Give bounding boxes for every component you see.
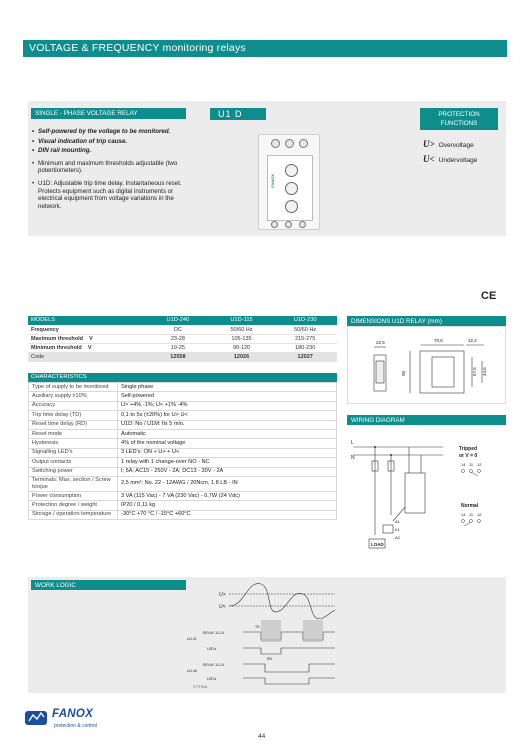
trip-zone	[261, 620, 281, 642]
table-row	[29, 392, 337, 401]
characteristic-name: Switching power	[29, 467, 118, 476]
characteristic-name: Accuracy	[29, 401, 118, 410]
row-label	[28, 325, 146, 334]
u1d-label: U1-D	[187, 636, 197, 641]
protection-title-line: FUNCTIONS	[440, 120, 478, 127]
characteristic-name: Output contacts	[29, 458, 118, 467]
characteristics-header: CHARACTERISTICS	[28, 373, 337, 382]
table-cell: 50/60 Hz	[273, 325, 337, 334]
column-header: U1D-115	[210, 316, 274, 325]
characteristic-name: Type of supply to be monitored	[29, 383, 118, 392]
tripped-contact-icon	[462, 470, 481, 477]
terminal-screw	[271, 221, 278, 228]
row-label	[28, 343, 146, 352]
brand-tagline: protection & control	[54, 723, 98, 729]
characteristic-value: Single phase	[118, 383, 337, 392]
table-row	[29, 383, 337, 392]
relay-label: RELAY 11-14	[203, 663, 224, 667]
led-u1d-trace	[243, 648, 335, 654]
page-title: VOLTAGE & FREQUENCY monitoring relays	[29, 42, 246, 54]
fanox-logo-icon	[23, 707, 49, 729]
rd-label: RD	[267, 657, 273, 661]
dim-label: 57,5	[472, 367, 477, 376]
dim-label: 32,4	[468, 338, 477, 343]
table-row	[29, 420, 337, 429]
characteristic-name: Auxiliary supply ±10%	[29, 392, 118, 401]
characteristic-value: 1 relay with 1 change-over NO - NC	[118, 458, 337, 467]
relay-front-panel	[267, 155, 313, 221]
relay-product-image	[258, 134, 320, 230]
characteristic-value: 4% of the nominal voltage	[118, 439, 337, 448]
feature-item: • Self-powered by the voltage to be monitored.	[32, 128, 198, 136]
table-row	[29, 448, 337, 457]
tripped-label: Tripped	[459, 446, 478, 452]
characteristic-name: Power consumption	[29, 491, 118, 500]
code-cell: 12558	[146, 352, 210, 361]
table-row	[29, 439, 337, 448]
code-cell: 12027	[273, 352, 337, 361]
characteristic-value: U1D: No / U1M: fix 5 min.	[118, 420, 337, 429]
code-cell: 12026	[210, 352, 274, 361]
dim-label: 90	[401, 370, 406, 376]
table-row	[29, 429, 337, 438]
coil-label: K1	[395, 527, 400, 532]
coil-label: A2	[395, 535, 400, 540]
characteristic-value: Self-powered	[118, 392, 337, 401]
feature-item: • Minimum and maximum thresholds adjustable (two potentiometers).	[32, 160, 198, 175]
relay-brand: FANOX	[270, 174, 275, 188]
wiring-diagram	[347, 425, 506, 555]
characteristic-name: Hysteresis	[29, 439, 118, 448]
delay-dial	[285, 200, 298, 213]
table-cell: 90-120	[210, 343, 274, 352]
terminal-screw	[299, 221, 306, 228]
led-u1m-trace	[243, 678, 335, 684]
wire-label-n: N	[351, 455, 355, 461]
figure-code: © FTO04	[193, 685, 208, 689]
characteristic-name: Reset time delay (RD)	[29, 420, 118, 429]
feature-list	[32, 128, 198, 212]
terminal-screw	[299, 139, 308, 148]
characteristic-name: Storage / operation temperature	[29, 510, 118, 519]
table-row	[29, 467, 337, 476]
feature-item: • U1D: Adjustable trip time delay. Instantaneous reset. Protects equipment such as digital instruments or electrical equipment from voltage variations in the network.	[32, 180, 198, 210]
characteristic-name: Signalling LED's	[29, 448, 118, 457]
protection-item-undervoltage	[423, 154, 477, 164]
page-header-bar	[23, 40, 507, 57]
table-row	[28, 325, 337, 334]
led-label: LED's	[207, 677, 217, 681]
code-row	[28, 352, 337, 361]
table-header-row	[28, 316, 337, 325]
front-view-inner	[432, 357, 454, 387]
dimensions-header: DIMENSIONS U1D RELAY (mm)	[347, 316, 506, 326]
table-cell: 23-28	[146, 334, 210, 343]
voltage-curve	[229, 584, 335, 619]
terminal-label: 14	[461, 512, 466, 517]
work-logic-diagram	[185, 580, 355, 690]
wiring-svg	[347, 425, 506, 555]
characteristic-value: 3 LED's: ON + U> + U<	[118, 448, 337, 457]
feature-item: • DIN rail mounting.	[32, 147, 198, 155]
table-cell: 105-135	[210, 334, 274, 343]
overvoltage-symbol: U>	[423, 139, 435, 149]
normal-contact-icon	[462, 520, 481, 527]
threshold-dial	[285, 164, 298, 177]
table-row	[29, 458, 337, 467]
table-row	[29, 476, 337, 491]
dimensions-svg	[348, 327, 507, 405]
table-row	[29, 411, 337, 420]
characteristic-value: Automatic	[118, 429, 337, 438]
terminal-label: 11	[469, 462, 474, 467]
terminal-label: 14	[461, 462, 466, 467]
characteristics-table	[28, 382, 337, 520]
wire-label-l: L	[351, 440, 354, 446]
terminal-screw	[271, 139, 280, 148]
work-logic-header: WORK LOGIC	[31, 580, 186, 590]
characteristic-value: U> +4% -1%; U< +1% -4%	[118, 401, 337, 410]
characteristic-value: IP20 / 0,11 kg	[118, 501, 337, 510]
characteristic-name: Reset mode	[29, 429, 118, 438]
wiring-header: WIRING DIAGRAM	[347, 415, 506, 425]
terminal-label: 11	[469, 512, 474, 517]
characteristic-value: -30°C +70 °C / -15°C +60°C	[118, 510, 337, 519]
characteristic-value: I; 5A; AC15 - 250V - 2A; DC13 - 30V - 2A	[118, 467, 337, 476]
dim-label: 22,5	[376, 340, 385, 345]
page-number: 44	[258, 733, 266, 740]
relay-u1m-trace	[243, 664, 335, 672]
row-label	[28, 334, 146, 343]
u1m-label: U1-M	[187, 668, 197, 673]
table-row	[28, 343, 337, 352]
row-unit: V	[87, 344, 92, 351]
row-unit: V	[89, 335, 93, 342]
protection-functions-header	[420, 108, 498, 130]
protection-title-line: PROTECTION	[438, 111, 480, 118]
dim-label: 70,5	[434, 338, 443, 343]
characteristic-value: 3 VA (115 Vac) - 7 VA (230 Vac) - 0,7W (24 Vdc)	[118, 491, 337, 500]
tripped-label-sub: or V = 0	[459, 453, 478, 459]
table-row	[29, 491, 337, 500]
model-tag: U1 D	[210, 108, 266, 120]
side-view-face	[376, 361, 384, 383]
column-header: U1D-240	[146, 316, 210, 325]
load-label: LOAD	[371, 542, 384, 547]
row-label: Code	[28, 352, 146, 361]
junction-dot	[390, 454, 392, 456]
ce-mark: CE	[481, 290, 497, 302]
characteristic-name: Terminals: Max. section / Screw torque	[29, 476, 118, 491]
table-cell: 180-230	[273, 343, 337, 352]
section-title: SINGLE - PHASE VOLTAGE RELAY	[31, 108, 186, 119]
dim-label: 44,6	[482, 367, 487, 376]
column-header: U1D-230	[273, 316, 337, 325]
coil-label: A1	[395, 519, 400, 524]
models-table	[28, 316, 337, 362]
led-label: LED's	[207, 647, 217, 651]
junction-dot	[374, 446, 376, 448]
terminal-screw	[285, 139, 294, 148]
characteristic-name: Protection degree / weight	[29, 501, 118, 510]
trip-zone	[303, 620, 323, 642]
u-over-label: U>	[219, 592, 226, 598]
relay-label: RELAY 11-14	[203, 631, 224, 635]
coil-k1	[383, 525, 393, 533]
characteristic-value: 0,1 to 5s (±20%) for U> U<	[118, 411, 337, 420]
protection-item-overvoltage	[423, 139, 474, 149]
table-cell: 50/60 Hz	[210, 325, 274, 334]
normal-label: Normal	[461, 503, 479, 509]
terminal-screw	[285, 221, 292, 228]
characteristic-value: 2,5 mm²; No. 22 - 12AWG / 20Ncm, 1.8 LB - IN	[118, 476, 337, 491]
table-cell: 19-25	[146, 343, 210, 352]
relay-block	[405, 473, 425, 513]
terminal-label: 12	[477, 462, 482, 467]
table-row	[29, 501, 337, 510]
threshold-dial	[285, 182, 298, 195]
u-under-label: U<	[219, 604, 226, 610]
dimensions-drawing	[347, 326, 506, 404]
brand-logo-text: FANOX	[52, 708, 94, 720]
table-row	[28, 334, 337, 343]
column-header: MODELS	[28, 316, 146, 325]
undervoltage-symbol: U<	[423, 154, 435, 164]
row-label-text: Minimum threshold	[31, 344, 82, 351]
terminal-label: 12	[477, 512, 482, 517]
row-label-text: Frequency	[31, 326, 59, 333]
table-cell: DC	[146, 325, 210, 334]
protection-label: Overvoltage	[438, 142, 474, 149]
td-label: TD	[255, 625, 260, 629]
table-row	[29, 510, 337, 519]
feature-item: • Visual indication of trip cause.	[32, 138, 198, 146]
row-label-text: Maximum threshold	[31, 335, 83, 342]
table-cell: 215-275	[273, 334, 337, 343]
characteristic-name: Trip time delay (TD)	[29, 411, 118, 420]
protection-label: Undervoltage	[438, 157, 478, 164]
table-row	[29, 401, 337, 410]
